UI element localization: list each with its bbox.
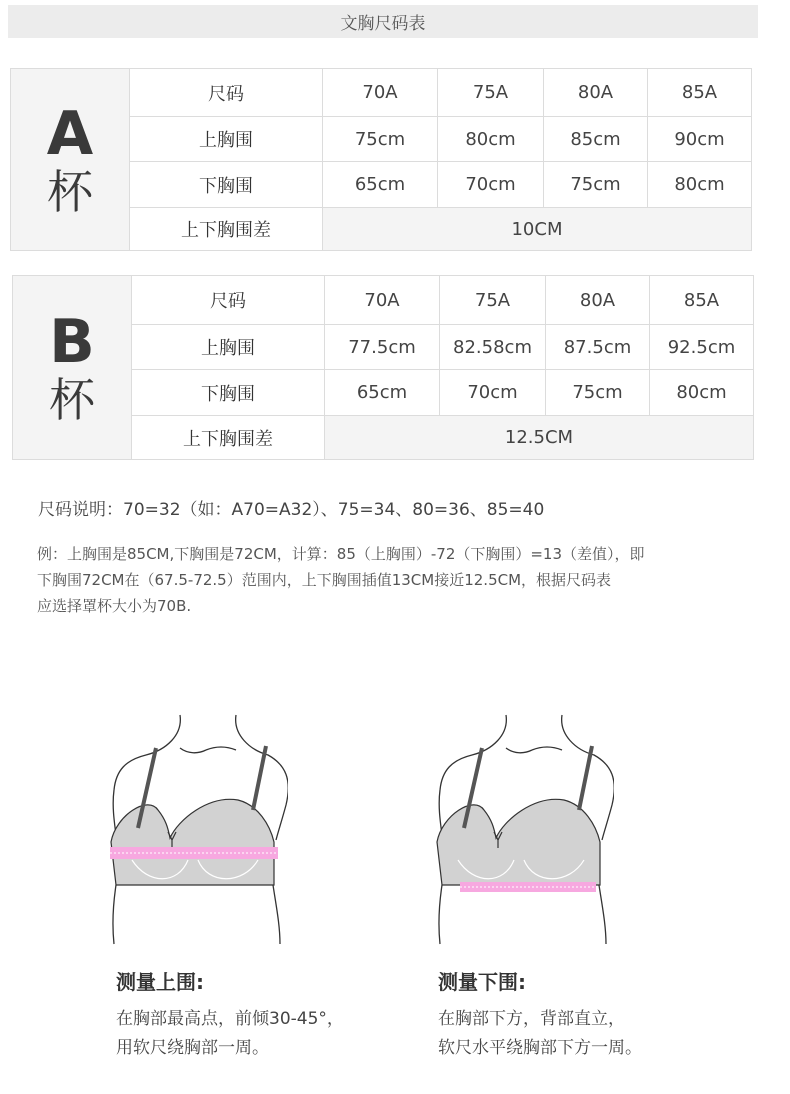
under-bust-label: 下胸围: [132, 370, 325, 416]
caption-title: 测量上围:: [116, 970, 204, 994]
under-bust-cell: 65cm: [323, 162, 438, 208]
difference-label: 上下胸围差: [130, 208, 323, 251]
size-cell: 85A: [650, 276, 754, 325]
cup-letter: A: [46, 98, 94, 169]
page-title: 文胸尺码表: [8, 5, 758, 38]
under-bust-measure-illustration: [434, 710, 614, 946]
upper-bust-cell: 80cm: [438, 117, 544, 162]
caption-line: 在胸部下方，背部直立，: [438, 1009, 625, 1029]
under-bust-cell: 70cm: [438, 162, 544, 208]
upper-bust-cell: 75cm: [323, 117, 438, 162]
under-bust-cell: 75cm: [546, 370, 650, 416]
upper-bust-measure-illustration: [108, 710, 288, 946]
upper-bust-cell: 87.5cm: [546, 325, 650, 370]
caption-line: 软尺水平绕胸部下方一周。: [438, 1038, 642, 1058]
cup-label: [11, 69, 130, 251]
difference-value: 10CM: [323, 208, 752, 251]
size-table-b-cup: [12, 275, 754, 460]
right-strap: [253, 746, 266, 810]
under-bust-cell: 75cm: [544, 162, 648, 208]
cup-label: [13, 276, 132, 460]
upper-bust-cell: 82.58cm: [440, 325, 546, 370]
header-label: 尺码: [132, 276, 325, 325]
under-bust-cell: 70cm: [440, 370, 546, 416]
size-cell: 75A: [438, 69, 544, 117]
size-cell: 85A: [648, 69, 752, 117]
bra: [437, 799, 600, 885]
caption-line: 用软尺绕胸部一周。: [116, 1038, 269, 1058]
upper-bust-cell: 85cm: [544, 117, 648, 162]
under-bust-cell: 80cm: [650, 370, 754, 416]
size-cell: 75A: [440, 276, 546, 325]
header-label: 尺码: [130, 69, 323, 117]
size-cell: 70A: [325, 276, 440, 325]
upper-bust-caption: [116, 966, 344, 1063]
size-table-a-cup: [10, 68, 752, 251]
size-cell: 80A: [544, 69, 648, 117]
under-bust-cell: 65cm: [325, 370, 440, 416]
cup-letter: B: [49, 306, 95, 377]
under-bust-cell: 80cm: [648, 162, 752, 208]
upper-bust-label: 上胸围: [132, 325, 325, 370]
example-line: 例：上胸围是85CM,下胸围是72CM，计算：85（上胸围）-72（下胸围）=13（差值），即: [37, 545, 645, 563]
cup-char: 杯: [47, 164, 93, 219]
upper-bust-cell: 77.5cm: [325, 325, 440, 370]
size-explanation: 尺码说明：70=32（如：A70=A32）、75=34、80=36、85=40: [38, 500, 545, 520]
example-line: 应选择罩杯大小为70B.: [37, 597, 192, 615]
caption-title: 测量下围:: [438, 970, 526, 994]
calculation-example: [37, 541, 757, 619]
bra: [111, 799, 274, 885]
size-cell: 70A: [323, 69, 438, 117]
under-bust-caption: [438, 966, 642, 1063]
cup-char: 杯: [49, 372, 95, 427]
upper-bust-cell: 90cm: [648, 117, 752, 162]
right-strap: [579, 746, 592, 810]
upper-bust-label: 上胸围: [130, 117, 323, 162]
caption-line: 在胸部最高点，前倾30-45°，: [116, 1009, 344, 1029]
size-cell: 80A: [546, 276, 650, 325]
under-bust-label: 下胸围: [130, 162, 323, 208]
upper-bust-cell: 92.5cm: [650, 325, 754, 370]
difference-value: 12.5CM: [325, 416, 754, 460]
example-line: 下胸围72CM在（67.5-72.5）范围内，上下胸围插值13CM接近12.5CM，根据尺码表: [37, 571, 612, 589]
difference-label: 上下胸围差: [132, 416, 325, 460]
